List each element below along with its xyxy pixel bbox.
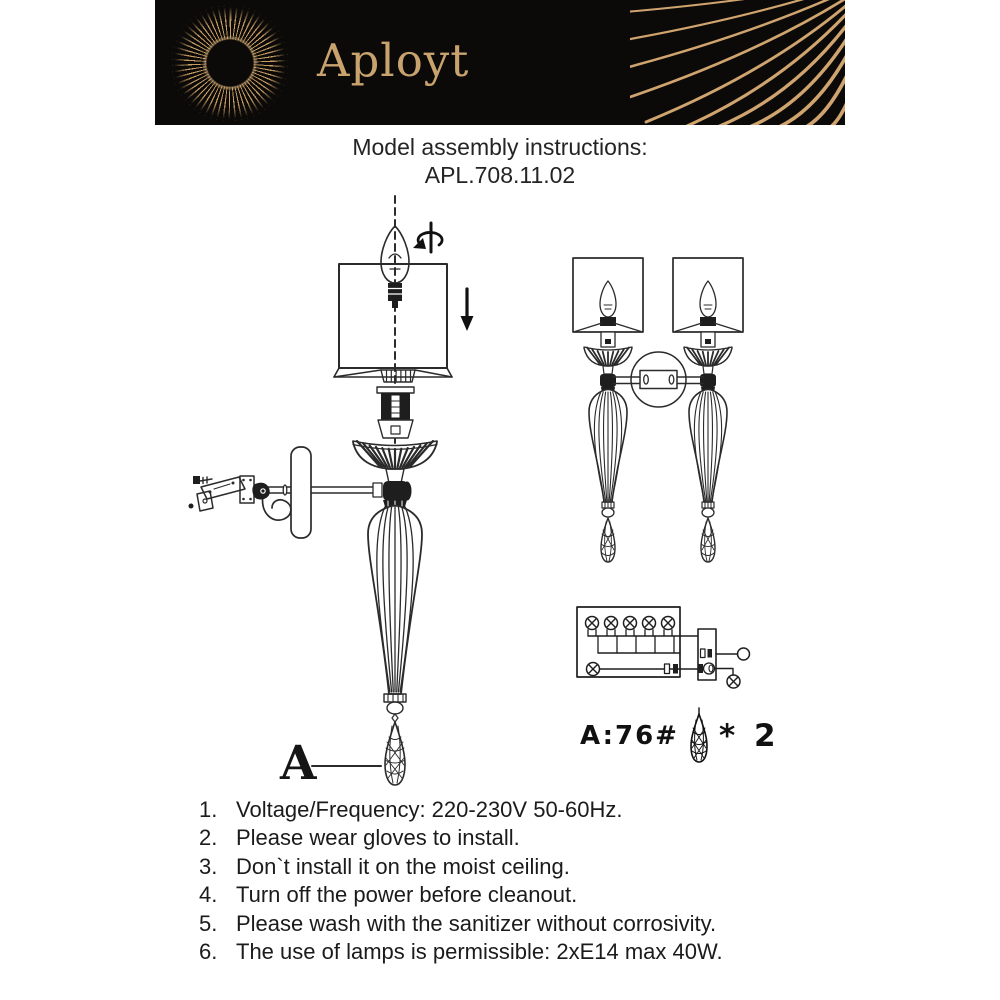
accessory-code: A:76# [580, 721, 679, 751]
wiring-diagram [577, 607, 750, 688]
instruction-item [199, 882, 723, 910]
accessory-note [580, 704, 780, 768]
instruction-text: The use of lamps is permissible: 2xE14 max 40W. [236, 938, 723, 964]
instruction-number: 3. [199, 853, 218, 879]
instruction-item [199, 797, 723, 825]
wall-mount-drawing [189, 447, 383, 538]
instruction-text: Please wash with the sanitizer without corrosivity. [236, 910, 717, 936]
ground-terminal-circle [738, 648, 750, 660]
instruction-number: 2. [199, 825, 218, 851]
accessory-multiplier: * 2 [718, 718, 780, 754]
lamp-symbol-right [727, 675, 740, 688]
instruction-number: 5. [199, 910, 218, 936]
crystal-drop-icon [686, 706, 712, 766]
title-line1: Model assembly instructions: [352, 134, 648, 160]
crystal-drop-drawing [385, 722, 405, 785]
exploded-view-drawing [189, 196, 474, 791]
down-arrow-icon [461, 289, 474, 331]
instruction-text: Turn off the power before cleanout. [236, 882, 578, 908]
instruction-list [199, 797, 723, 967]
shade-drawing [334, 264, 452, 382]
assembled-view-drawing [573, 258, 743, 562]
brand-name: Aployt [317, 34, 470, 87]
lamp-symbols-row [586, 617, 675, 630]
lamp-symbol-bottom [587, 663, 600, 676]
mounting-bracket [640, 371, 677, 389]
instruction-number: 4. [199, 882, 218, 908]
arm-knob-drawing [383, 481, 412, 501]
instruction-item [199, 911, 723, 939]
assembled-right-arm [673, 258, 743, 562]
title-line2: APL.708.11.02 [424, 162, 576, 188]
socket-drawing [377, 387, 414, 438]
instruction-text: Don`t install it on the moist ceiling. [236, 853, 570, 879]
instruction-number: 1. [199, 797, 218, 822]
instruction-number: 6. [199, 938, 218, 964]
instruction-text: Voltage/Frequency: 220-230V 50-60Hz. [236, 797, 623, 822]
part-label: A [280, 736, 317, 791]
instruction-item [199, 825, 723, 853]
instruction-text: Please wear gloves to install. [236, 825, 520, 851]
rotate-icon [413, 223, 442, 252]
assembled-left-arm [573, 258, 643, 562]
bobeche-drawing [353, 441, 437, 483]
body-drawing [368, 500, 422, 722]
instruction-item [199, 854, 723, 882]
instruction-item [199, 939, 723, 967]
